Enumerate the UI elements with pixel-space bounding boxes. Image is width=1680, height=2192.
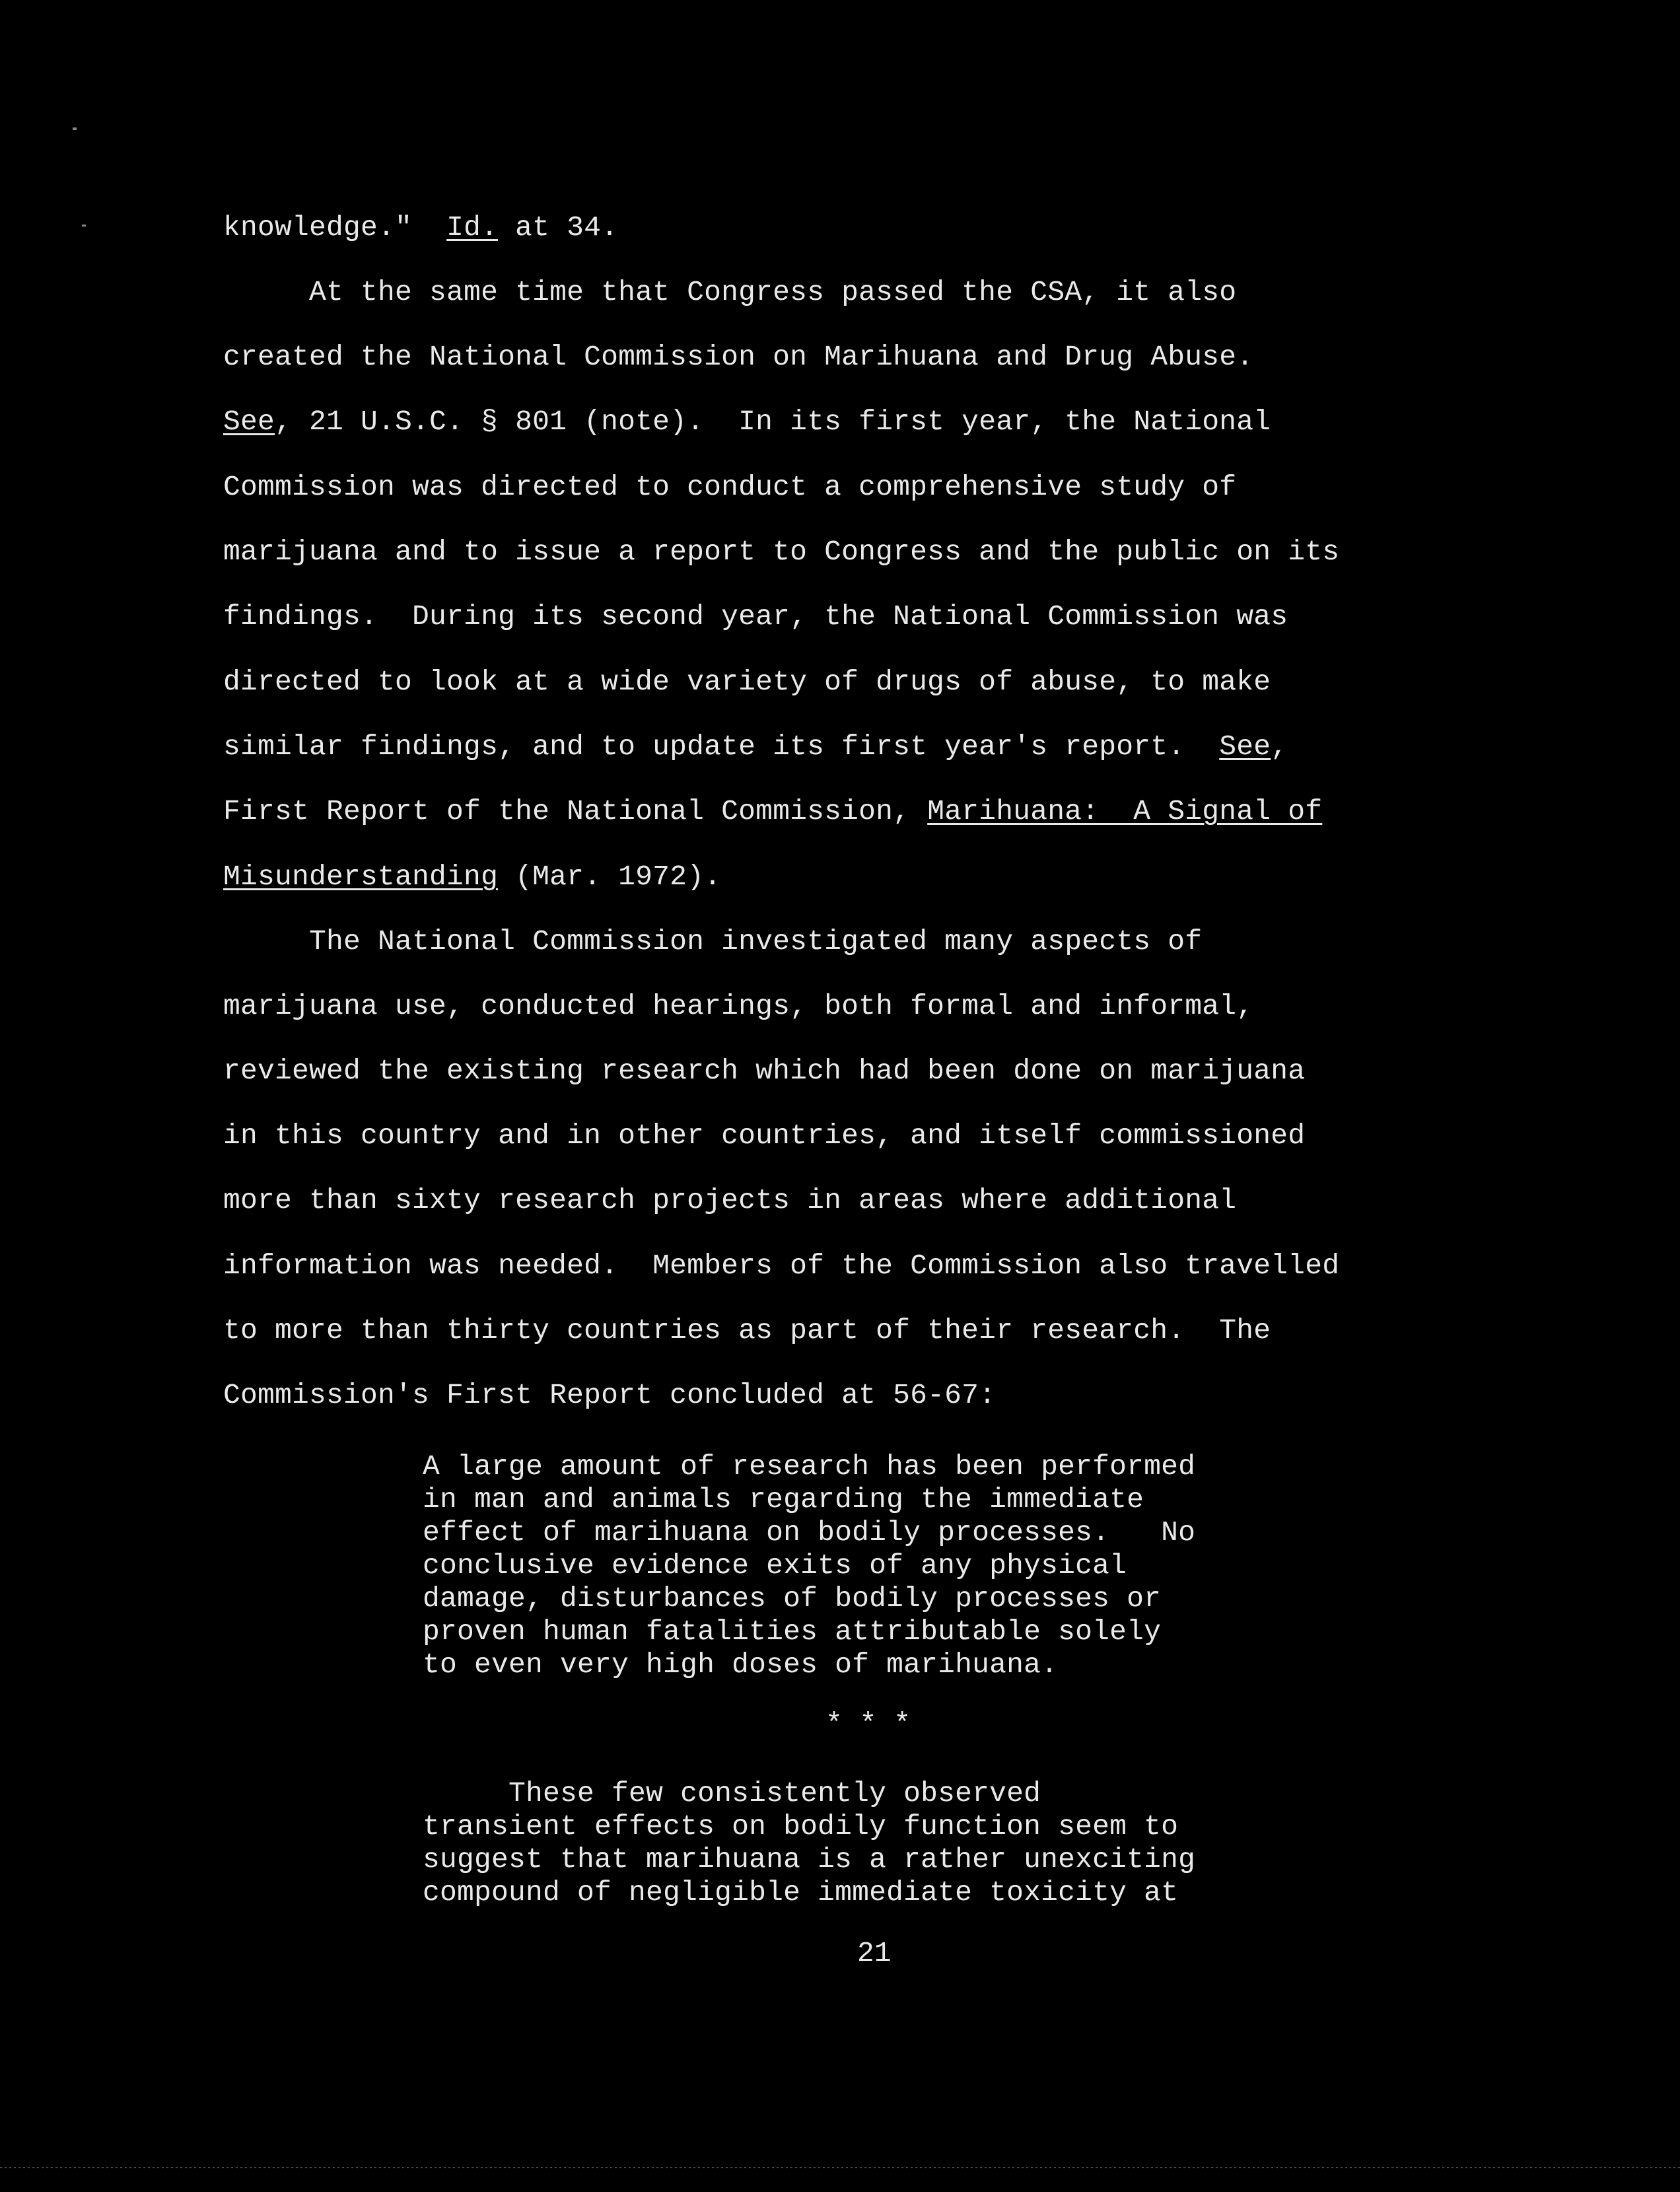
text-segment: Commission was directed to conduct a comprehensive study of: [223, 471, 1237, 503]
quote-line: to even very high doses of marihuana.: [423, 1648, 1059, 1681]
section-separator: * * *: [825, 1708, 911, 1740]
text-line: [223, 1182, 1236, 1219]
underlined-citation: Misunderstanding: [223, 861, 499, 893]
text-line: [223, 1312, 1271, 1349]
quote-line: suggest that marihuana is a rather unexciting: [423, 1843, 1196, 1876]
text-line: [223, 534, 1339, 571]
text-segment: First Report of the National Commission,: [223, 795, 928, 828]
quote-line: damage, disturbances of bodily processes or: [423, 1582, 1162, 1615]
underlined-citation: Id.: [446, 211, 499, 244]
underlined-citation: Marihuana: A Signal of: [927, 795, 1323, 828]
text-line: [223, 664, 1271, 701]
page-number: 21: [857, 1937, 892, 1969]
quote-line: conclusive evidence exits of any physical: [423, 1549, 1127, 1582]
text-segment: more than sixty research projects in areas where additional: [223, 1184, 1237, 1217]
quote-line: proven human fatalities attributable solely: [423, 1615, 1162, 1648]
text-segment: created the National Commission on Marihuana and Drug Abuse.: [223, 341, 1254, 373]
text-segment: The National Commission investigated many aspects of: [223, 925, 1203, 958]
text-segment: ,: [1271, 730, 1288, 763]
text-segment: At the same time that Congress passed the CSA, it also: [223, 276, 1237, 308]
text-segment: information was needed. Members of the Commission also travelled: [223, 1250, 1340, 1282]
text-line: [223, 339, 1253, 376]
text-segment: marijuana and to issue a report to Congress and the public on its: [223, 536, 1340, 568]
text-line: [223, 923, 1202, 960]
text-line: [223, 274, 1236, 311]
text-line: [223, 793, 1322, 830]
text-segment: knowledge.": [223, 211, 447, 244]
text-line: [223, 404, 1271, 441]
quote-line: A large amount of research has been performed: [423, 1450, 1196, 1483]
text-segment: , 21 U.S.C. § 801 (note). In its first year, the National: [275, 406, 1271, 438]
text-segment: marijuana use, conducted hearings, both formal and informal,: [223, 990, 1254, 1022]
text-line: [223, 728, 1288, 765]
text-line: [223, 859, 721, 896]
underlined-citation: See: [1219, 730, 1271, 763]
text-line: [223, 1117, 1305, 1154]
scan-speck: [73, 127, 77, 130]
text-line: [223, 988, 1253, 1025]
quote-line: in man and animals regarding the immediate: [423, 1483, 1144, 1516]
scan-edge-line: [0, 2167, 1680, 2168]
text-segment: to more than thirty countries as part of their research. The: [223, 1314, 1271, 1347]
text-segment: (Mar. 1972).: [498, 861, 722, 893]
text-segment: in this country and in other countries, and itself commissioned: [223, 1119, 1306, 1152]
quote-line: effect of marihuana on bodily processes. No: [423, 1516, 1196, 1549]
text-line: [223, 209, 618, 246]
underlined-citation: See: [223, 406, 275, 438]
text-segment: findings. During its second year, the National Commission was: [223, 600, 1288, 633]
quote-line: transient effects on bodily function seem to: [423, 1810, 1179, 1843]
text-segment: similar findings, and to update its first year's report.: [223, 730, 1220, 763]
text-segment: Commission's First Report concluded at 56-67:: [223, 1379, 997, 1411]
text-line: [223, 469, 1236, 506]
text-segment: at 34.: [498, 211, 619, 244]
text-line: [223, 1053, 1305, 1090]
text-line: [223, 1248, 1339, 1285]
quote-line: These few consistently observed: [423, 1777, 1041, 1810]
text-segment: reviewed the existing research which had been done on marijuana: [223, 1055, 1306, 1087]
text-line: [223, 1377, 996, 1414]
quote-line: compound of negligible immediate toxicity at: [423, 1876, 1179, 1909]
text-segment: directed to look at a wide variety of drugs of abuse, to make: [223, 666, 1271, 698]
scan-speck: [82, 225, 86, 227]
text-line: [223, 598, 1288, 635]
